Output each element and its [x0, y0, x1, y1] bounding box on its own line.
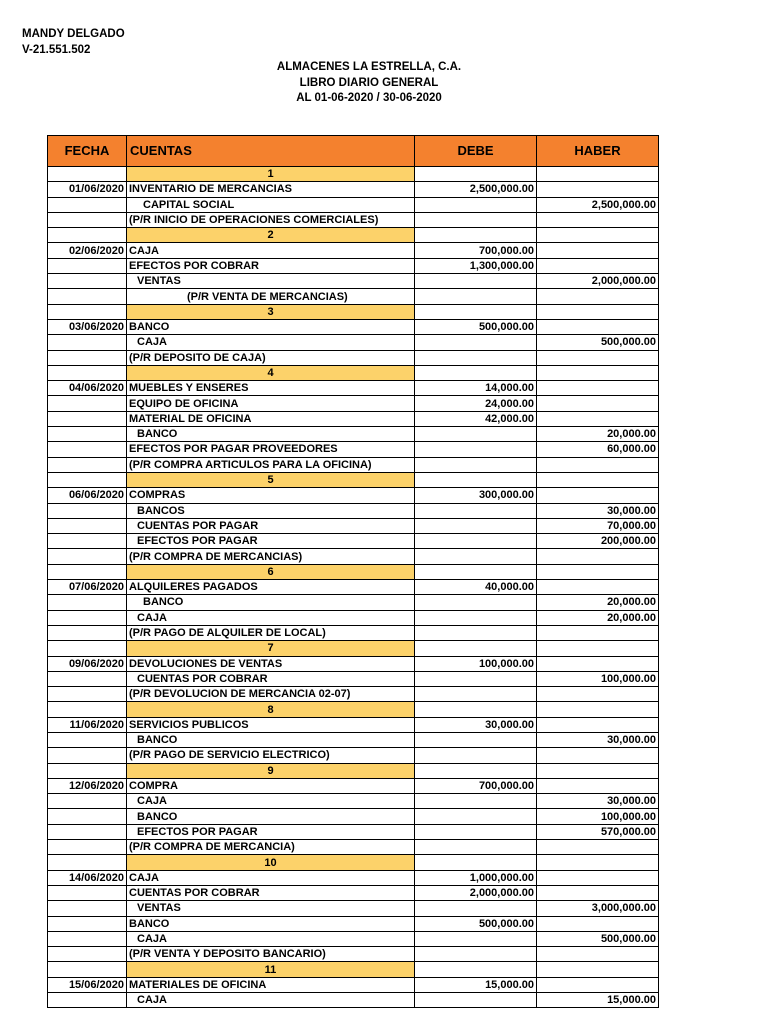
column-header-haber: HABER — [537, 136, 659, 167]
cell-haber: 30,000.00 — [537, 732, 659, 747]
cell-fecha — [48, 962, 127, 977]
entry-number-row — [48, 167, 659, 182]
cell-cuenta: BANCO — [127, 809, 415, 824]
cell-debe — [415, 763, 537, 778]
cell-debe — [415, 350, 537, 365]
table-row — [48, 274, 659, 289]
cell-haber — [537, 763, 659, 778]
cell-cuenta: EQUIPO DE OFICINA — [127, 396, 415, 411]
cell-haber: 570,000.00 — [537, 824, 659, 839]
cell-debe — [415, 304, 537, 319]
cell-cuenta: EFECTOS POR COBRAR — [127, 258, 415, 273]
table-row — [48, 319, 659, 334]
cell-debe — [415, 855, 537, 870]
cell-cuenta: CAJA — [127, 243, 415, 258]
cell-fecha — [48, 595, 127, 610]
cell-cuenta: CAJA — [127, 335, 415, 350]
table-row — [48, 381, 659, 396]
cell-haber — [537, 457, 659, 472]
cell-haber — [537, 365, 659, 380]
table-row — [48, 977, 659, 992]
cell-debe — [415, 564, 537, 579]
cell-fecha: 09/06/2020 — [48, 656, 127, 671]
cell-debe — [415, 289, 537, 304]
cell-fecha — [48, 931, 127, 946]
cell-debe — [415, 503, 537, 518]
cell-cuenta: SERVICIOS PUBLICOS — [127, 717, 415, 732]
cell-cuenta: CAJA — [127, 610, 415, 625]
cell-fecha — [48, 518, 127, 533]
entry-number-row — [48, 702, 659, 717]
cell-debe — [415, 993, 537, 1008]
entry-number: 4 — [127, 365, 415, 380]
table-row — [48, 885, 659, 900]
cell-haber: 30,000.00 — [537, 503, 659, 518]
cell-debe — [415, 947, 537, 962]
cell-haber — [537, 580, 659, 595]
cell-cuenta: CAJA — [127, 870, 415, 885]
cell-cuenta: VENTAS — [127, 274, 415, 289]
cell-debe — [415, 625, 537, 640]
cell-debe — [415, 167, 537, 182]
cell-fecha — [48, 855, 127, 870]
cell-haber: 2,500,000.00 — [537, 197, 659, 212]
cell-fecha — [48, 472, 127, 487]
cell-fecha — [48, 411, 127, 426]
cell-fecha: 03/06/2020 — [48, 319, 127, 334]
table-row — [48, 840, 659, 855]
table-row — [48, 243, 659, 258]
cell-debe: 1,300,000.00 — [415, 258, 537, 273]
entry-number: 5 — [127, 472, 415, 487]
author-name: MANDY DELGADO — [22, 28, 125, 40]
table-row — [48, 350, 659, 365]
cell-haber — [537, 778, 659, 793]
author-block — [22, 27, 125, 58]
cell-fecha — [48, 564, 127, 579]
table-row — [48, 794, 659, 809]
cell-fecha — [48, 993, 127, 1008]
cell-cuenta: CAJA — [127, 993, 415, 1008]
cell-debe — [415, 962, 537, 977]
cell-haber: 30,000.00 — [537, 794, 659, 809]
cell-cuenta: CUENTAS POR COBRAR — [127, 671, 415, 686]
cell-haber — [537, 319, 659, 334]
cell-haber: 100,000.00 — [537, 671, 659, 686]
cell-fecha — [48, 258, 127, 273]
cell-fecha — [48, 885, 127, 900]
cell-fecha — [48, 610, 127, 625]
cell-fecha — [48, 625, 127, 640]
cell-fecha — [48, 687, 127, 702]
cell-haber: 20,000.00 — [537, 610, 659, 625]
cell-debe — [415, 427, 537, 442]
cell-haber — [537, 304, 659, 319]
cell-haber — [537, 396, 659, 411]
cell-fecha — [48, 901, 127, 916]
table-row — [48, 824, 659, 839]
cell-debe — [415, 748, 537, 763]
cell-fecha — [48, 809, 127, 824]
cell-debe — [415, 641, 537, 656]
cell-cuenta: BANCOS — [127, 503, 415, 518]
cell-cuenta: BANCO — [127, 427, 415, 442]
cell-haber: 500,000.00 — [537, 931, 659, 946]
cell-haber: 20,000.00 — [537, 427, 659, 442]
cell-cuenta: (P/R PAGO DE SERVICIO ELECTRICO) — [127, 748, 415, 763]
table-row — [48, 717, 659, 732]
cell-cuenta: MATERIALES DE OFICINA — [127, 977, 415, 992]
entry-number: 6 — [127, 564, 415, 579]
table-row — [48, 656, 659, 671]
cell-cuenta: CUENTAS POR PAGAR — [127, 518, 415, 533]
table-row — [48, 687, 659, 702]
cell-haber — [537, 855, 659, 870]
table-row — [48, 182, 659, 197]
document-title — [0, 60, 738, 107]
cell-debe: 700,000.00 — [415, 243, 537, 258]
cell-haber — [537, 472, 659, 487]
cell-debe — [415, 534, 537, 549]
cell-haber — [537, 167, 659, 182]
cell-debe: 700,000.00 — [415, 778, 537, 793]
cell-fecha — [48, 365, 127, 380]
cell-debe — [415, 687, 537, 702]
cell-cuenta: (P/R COMPRA ARTICULOS PARA LA OFICINA) — [127, 457, 415, 472]
journal-body — [48, 167, 659, 1008]
cell-cuenta: MATERIAL DE OFICINA — [127, 411, 415, 426]
cell-haber — [537, 916, 659, 931]
entry-number-row — [48, 564, 659, 579]
cell-haber — [537, 564, 659, 579]
cell-debe — [415, 457, 537, 472]
cell-fecha: 15/06/2020 — [48, 977, 127, 992]
cell-cuenta: DEVOLUCIONES DE VENTAS — [127, 656, 415, 671]
cell-haber — [537, 182, 659, 197]
cell-debe — [415, 702, 537, 717]
cell-cuenta: (P/R DEVOLUCION DE MERCANCIA 02-07) — [127, 687, 415, 702]
cell-debe — [415, 335, 537, 350]
table-row — [48, 870, 659, 885]
table-row — [48, 625, 659, 640]
cell-cuenta: (P/R VENTA Y DEPOSITO BANCARIO) — [127, 947, 415, 962]
entry-number-row — [48, 763, 659, 778]
table-row — [48, 916, 659, 931]
cell-fecha: 14/06/2020 — [48, 870, 127, 885]
cell-cuenta: (P/R INICIO DE OPERACIONES COMERCIALES) — [127, 212, 415, 227]
cell-haber — [537, 977, 659, 992]
cell-fecha — [48, 167, 127, 182]
cell-haber — [537, 549, 659, 564]
cell-haber: 500,000.00 — [537, 335, 659, 350]
entry-number-row — [48, 304, 659, 319]
cell-fecha: 12/06/2020 — [48, 778, 127, 793]
cell-debe: 100,000.00 — [415, 656, 537, 671]
cell-haber — [537, 947, 659, 962]
cell-haber: 100,000.00 — [537, 809, 659, 824]
cell-haber: 2,000,000.00 — [537, 274, 659, 289]
cell-haber — [537, 885, 659, 900]
table-row — [48, 809, 659, 824]
table-row — [48, 595, 659, 610]
cell-haber — [537, 840, 659, 855]
cell-debe — [415, 610, 537, 625]
cell-fecha: 06/06/2020 — [48, 488, 127, 503]
table-row — [48, 549, 659, 564]
entry-number-row — [48, 228, 659, 243]
cell-fecha — [48, 534, 127, 549]
cell-haber — [537, 962, 659, 977]
entry-number-row — [48, 855, 659, 870]
cell-fecha — [48, 748, 127, 763]
cell-debe — [415, 824, 537, 839]
cell-haber — [537, 625, 659, 640]
cell-fecha — [48, 274, 127, 289]
cell-cuenta: (P/R COMPRA DE MERCANCIA) — [127, 840, 415, 855]
cell-fecha — [48, 350, 127, 365]
cell-cuenta: COMPRA — [127, 778, 415, 793]
cell-debe: 300,000.00 — [415, 488, 537, 503]
cell-haber — [537, 717, 659, 732]
cell-fecha: 07/06/2020 — [48, 580, 127, 595]
table-row — [48, 335, 659, 350]
cell-cuenta: EFECTOS POR PAGAR — [127, 824, 415, 839]
table-row — [48, 442, 659, 457]
cell-haber — [537, 289, 659, 304]
cell-debe — [415, 794, 537, 809]
cell-cuenta: MUEBLES Y ENSERES — [127, 381, 415, 396]
table-row — [48, 778, 659, 793]
table-row — [48, 457, 659, 472]
cell-cuenta: VENTAS — [127, 901, 415, 916]
cell-haber — [537, 748, 659, 763]
cell-cuenta: BANCO — [127, 916, 415, 931]
cell-haber — [537, 350, 659, 365]
cell-fecha — [48, 427, 127, 442]
cell-cuenta: COMPRAS — [127, 488, 415, 503]
cell-fecha — [48, 396, 127, 411]
table-row — [48, 212, 659, 227]
cell-haber — [537, 687, 659, 702]
table-row — [48, 748, 659, 763]
cell-debe — [415, 197, 537, 212]
cell-debe — [415, 274, 537, 289]
cell-haber — [537, 641, 659, 656]
cell-debe — [415, 809, 537, 824]
cell-cuenta: ALQUILERES PAGADOS — [127, 580, 415, 595]
period: AL 01-06-2020 / 30-06-2020 — [296, 92, 442, 104]
cell-cuenta: EFECTOS POR PAGAR PROVEEDORES — [127, 442, 415, 457]
cell-fecha — [48, 732, 127, 747]
cell-fecha — [48, 947, 127, 962]
cell-debe: 500,000.00 — [415, 319, 537, 334]
cell-haber — [537, 228, 659, 243]
cell-fecha — [48, 335, 127, 350]
entry-number: 3 — [127, 304, 415, 319]
cell-debe — [415, 442, 537, 457]
cell-cuenta: BANCO — [127, 732, 415, 747]
cell-debe — [415, 901, 537, 916]
cell-fecha — [48, 794, 127, 809]
cell-debe — [415, 840, 537, 855]
cell-haber — [537, 870, 659, 885]
cell-cuenta: CAJA — [127, 931, 415, 946]
cell-cuenta: EFECTOS POR PAGAR — [127, 534, 415, 549]
journal-table — [47, 135, 659, 1008]
table-row — [48, 488, 659, 503]
cell-haber — [537, 381, 659, 396]
table-row — [48, 503, 659, 518]
table-row — [48, 396, 659, 411]
cell-cuenta: CAPITAL SOCIAL — [127, 197, 415, 212]
book-title: LIBRO DIARIO GENERAL — [299, 76, 439, 89]
cell-haber — [537, 243, 659, 258]
cell-cuenta: CAJA — [127, 794, 415, 809]
table-row — [48, 947, 659, 962]
cell-cuenta: (P/R VENTA DE MERCANCIAS) — [127, 289, 415, 304]
cell-cuenta: (P/R DEPOSITO DE CAJA) — [127, 350, 415, 365]
table-row — [48, 901, 659, 916]
entry-number: 10 — [127, 855, 415, 870]
table-row — [48, 610, 659, 625]
cell-debe — [415, 595, 537, 610]
cell-haber: 200,000.00 — [537, 534, 659, 549]
cell-fecha: 01/06/2020 — [48, 182, 127, 197]
cell-fecha — [48, 840, 127, 855]
column-header-fecha: FECHA — [48, 136, 127, 167]
cell-fecha — [48, 503, 127, 518]
cell-debe: 2,000,000.00 — [415, 885, 537, 900]
cell-cuenta: (P/R COMPRA DE MERCANCIAS) — [127, 549, 415, 564]
cell-debe — [415, 228, 537, 243]
cell-debe: 1,000,000.00 — [415, 870, 537, 885]
cell-fecha — [48, 457, 127, 472]
cell-fecha — [48, 197, 127, 212]
cell-debe: 40,000.00 — [415, 580, 537, 595]
cell-debe — [415, 931, 537, 946]
cell-fecha — [48, 671, 127, 686]
cell-debe — [415, 518, 537, 533]
cell-cuenta: BANCO — [127, 319, 415, 334]
cell-fecha — [48, 442, 127, 457]
entry-number-row — [48, 641, 659, 656]
entry-number: 7 — [127, 641, 415, 656]
cell-debe: 42,000.00 — [415, 411, 537, 426]
cell-fecha — [48, 289, 127, 304]
cell-haber — [537, 258, 659, 273]
cell-haber: 60,000.00 — [537, 442, 659, 457]
cell-debe — [415, 472, 537, 487]
cell-fecha — [48, 212, 127, 227]
cell-fecha — [48, 549, 127, 564]
cell-debe: 24,000.00 — [415, 396, 537, 411]
table-row — [48, 931, 659, 946]
cell-haber: 3,000,000.00 — [537, 901, 659, 916]
cell-debe: 14,000.00 — [415, 381, 537, 396]
entry-number: 1 — [127, 167, 415, 182]
column-header-cuentas: CUENTAS — [127, 136, 415, 167]
cell-haber — [537, 411, 659, 426]
cell-debe — [415, 212, 537, 227]
column-header-debe: DEBE — [415, 136, 537, 167]
company-name: ALMACENES LA ESTRELLA, C.A. — [276, 61, 462, 73]
entry-number-row — [48, 962, 659, 977]
table-row — [48, 197, 659, 212]
table-row — [48, 518, 659, 533]
cell-fecha — [48, 916, 127, 931]
cell-haber: 15,000.00 — [537, 993, 659, 1008]
cell-debe — [415, 671, 537, 686]
cell-cuenta: CUENTAS POR COBRAR — [127, 885, 415, 900]
cell-fecha — [48, 763, 127, 778]
cell-fecha — [48, 228, 127, 243]
cell-fecha — [48, 702, 127, 717]
cell-haber — [537, 212, 659, 227]
cell-fecha — [48, 304, 127, 319]
entry-number-row — [48, 472, 659, 487]
table-row — [48, 411, 659, 426]
table-row — [48, 671, 659, 686]
table-row — [48, 580, 659, 595]
cell-cuenta: INVENTARIO DE MERCANCIAS — [127, 182, 415, 197]
cell-fecha — [48, 824, 127, 839]
cell-debe — [415, 365, 537, 380]
table-header-row — [48, 136, 659, 167]
cell-cuenta: (P/R PAGO DE ALQUILER DE LOCAL) — [127, 625, 415, 640]
entry-number: 9 — [127, 763, 415, 778]
cell-debe: 30,000.00 — [415, 717, 537, 732]
entry-number: 11 — [127, 962, 415, 977]
cell-debe — [415, 732, 537, 747]
table-row — [48, 427, 659, 442]
table-row — [48, 289, 659, 304]
cell-fecha: 04/06/2020 — [48, 381, 127, 396]
cell-haber — [537, 702, 659, 717]
table-row — [48, 993, 659, 1008]
table-row — [48, 258, 659, 273]
author-id: V-21.551.502 — [22, 43, 91, 56]
cell-fecha: 02/06/2020 — [48, 243, 127, 258]
cell-cuenta: BANCO — [127, 595, 415, 610]
cell-haber: 70,000.00 — [537, 518, 659, 533]
cell-debe: 500,000.00 — [415, 916, 537, 931]
cell-fecha — [48, 641, 127, 656]
cell-debe — [415, 549, 537, 564]
cell-haber — [537, 656, 659, 671]
entry-number-row — [48, 365, 659, 380]
cell-haber: 20,000.00 — [537, 595, 659, 610]
cell-debe: 15,000.00 — [415, 977, 537, 992]
entry-number: 8 — [127, 702, 415, 717]
table-row — [48, 534, 659, 549]
entry-number: 2 — [127, 228, 415, 243]
cell-haber — [537, 488, 659, 503]
cell-debe: 2,500,000.00 — [415, 182, 537, 197]
table-row — [48, 732, 659, 747]
cell-fecha: 11/06/2020 — [48, 717, 127, 732]
